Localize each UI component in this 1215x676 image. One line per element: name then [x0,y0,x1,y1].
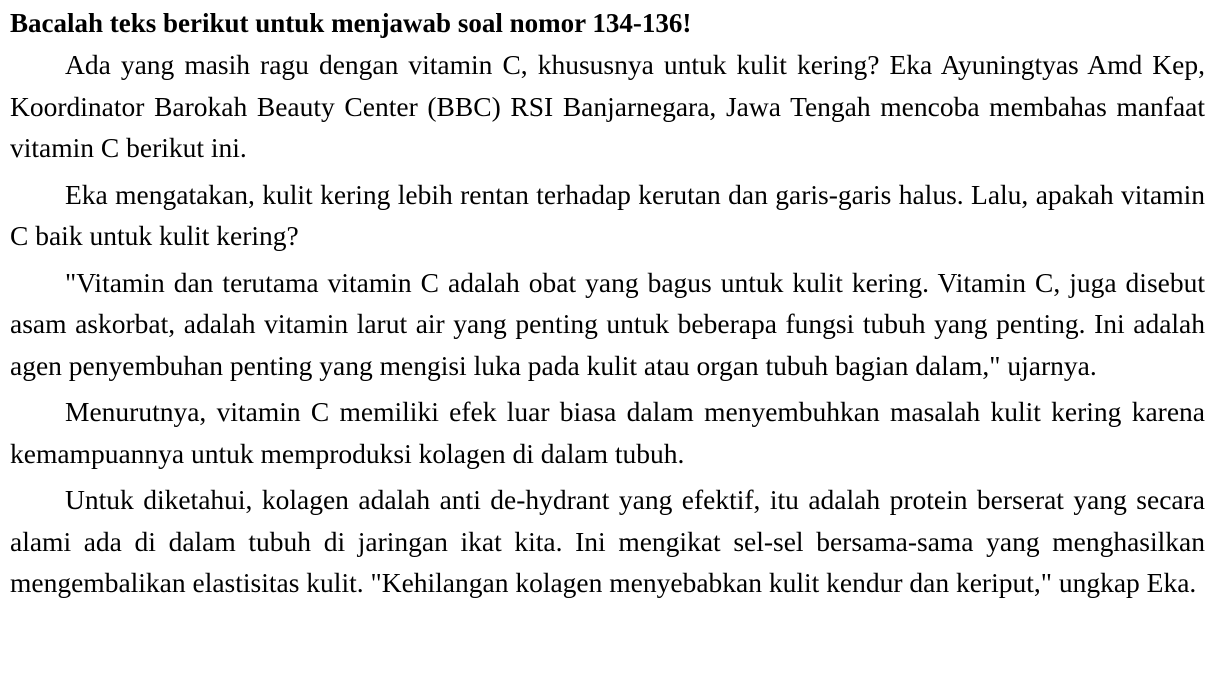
paragraph-5: Untuk diketahui, kolagen adalah anti de-hydrant yang efektif, itu adalah protein berserat yang secara alami ada di dalam tubuh di jaringan ikat kita. Ini mengikat sel-sel bersama-sama yang menghasilkan mengembalikan elastisitas kulit. "Kehilangan kolagen menyebabkan kulit kendur dan keriput," ungkap Eka. [10,484,1205,598]
paragraph-1: Ada yang masih ragu dengan vitamin C, khususnya untuk kulit kering? Eka Ayuningtyas Amd Kep, Koordinator Barokah Beauty Center (BBC) RSI Banjarnegara, Jawa Tengah mencoba membahas manfaat vitamin C berikut ini. [10,49,1205,163]
paragraph-4: Menurutnya, vitamin C memiliki efek luar biasa dalam menyembuhkan masalah kulit kering karena kemampuannya untuk memproduksi kolagen di dalam tubuh. [10,396,1205,469]
paragraph-3: "Vitamin dan terutama vitamin C adalah obat yang bagus untuk kulit kering. Vitamin C, juga disebut asam askorbat, adalah vitamin larut air yang penting untuk beberapa fungsi tubuh yang penting. Ini adalah agen penyembuhan penting yang mengisi luka pada kulit atau organ tubuh bagian dalam," ujarnya. [10,266,1205,381]
paragraph-2: Eka mengatakan, kulit kering lebih rentan terhadap kerutan dan garis-garis halus. Lalu, apakah vitamin C baik untuk kulit kering? [10,178,1205,251]
instruction-heading: Bacalah teks berikut untuk menjawab soal nomor 134-136! [10,8,692,38]
